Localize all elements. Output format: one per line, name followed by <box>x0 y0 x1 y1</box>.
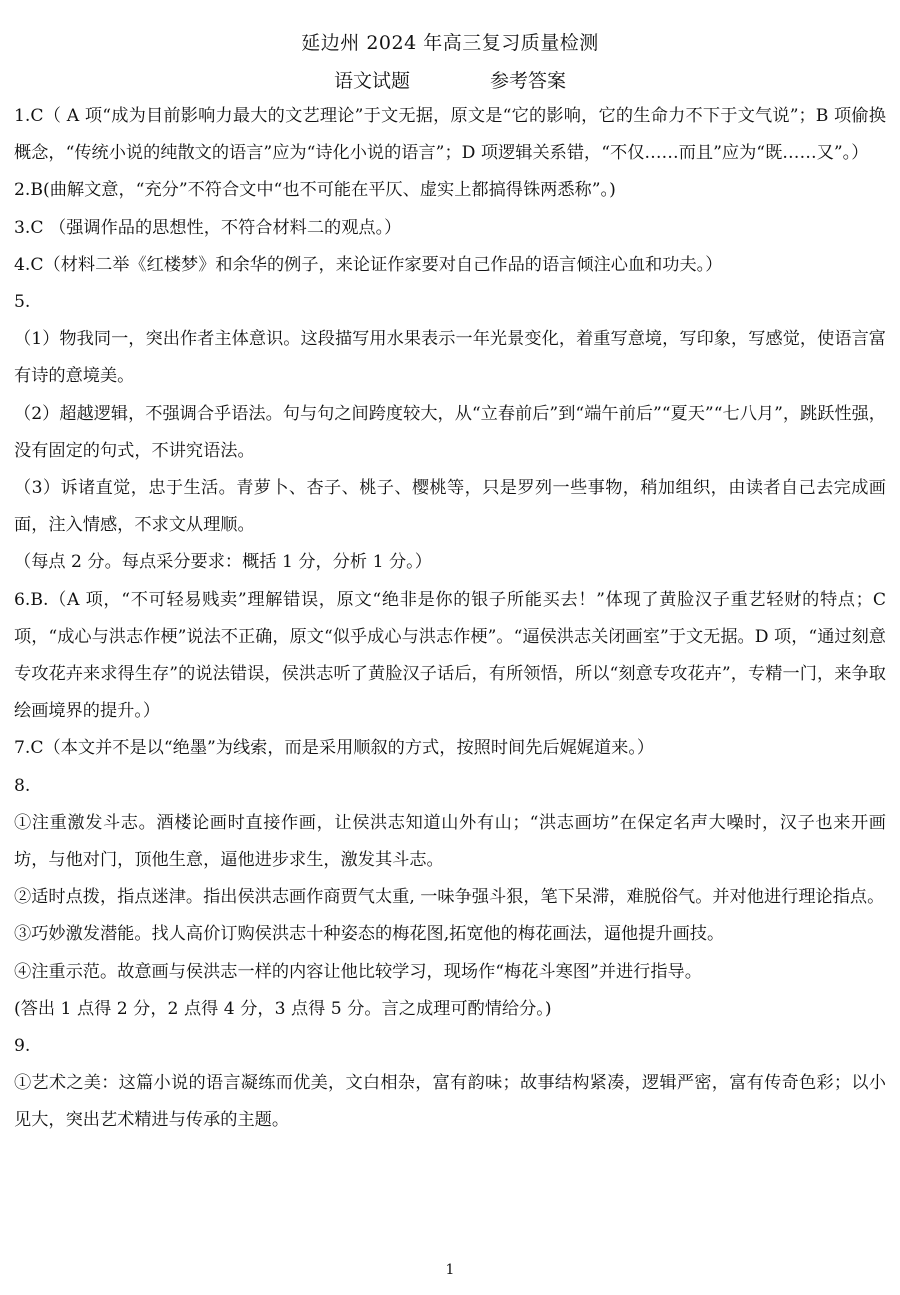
answer-paragraph: 5. <box>14 292 31 313</box>
answer-paragraph: ①注重激发斗志。酒楼论画时直接作画，让侯洪志知道山外有山；“洪志画坊”在保定名声大噪时，汉子也来开画坊，与他对门，顶他生意，逼他进步求生，激发其斗志。 <box>14 812 886 871</box>
answer-paragraph: （1）物我同一，突出作者主体意识。这段描写用水果表示一年光景变化，着重写意境，写印象，写感觉，使语言富有诗的意境美。 <box>14 329 886 387</box>
answer-paragraph: ③巧妙激发潜能。找人高价订购侯洪志十种姿态的梅花图,拓宽他的梅花画法，逼他提升画技。 <box>14 924 725 945</box>
answer-paragraph: 1.C（ A 项“成为目前影响力最大的文艺理论”于文无据，原文是“它的影响，它的生命力不下于文气说”；B 项偷换概念，“传统小说的纯散文的语言”应为“诗化小说的语言”；D 项逻辑关系错，“不仅……而且”应为“既……又”。） <box>14 106 886 164</box>
answer-paragraph: （每点 2 分。每点采分要求：概括 1 分，分析 1 分。） <box>14 552 432 573</box>
answer-paragraph: （3）诉诸直觉，忠于生活。青萝卜、杏子、桃子、樱桃等，只是罗列一些事物，稍加组织，由读者自己去完成画面，注入情感，不求文从理顺。 <box>14 478 886 536</box>
answer-paragraph: 3.C （强调作品的思想性，不符合材料二的观点。） <box>14 217 402 238</box>
answer-paragraph: 7.C（本文并不是以“绝墨”为线索，而是采用顺叙的方式，按照时间先后娓娓道来。） <box>14 738 655 759</box>
answer-paragraph: ①艺术之美：这篇小说的语言凝练而优美，文白相杂，富有韵味；故事结构紧凑，逻辑严密，富有传奇色彩；以小见大，突出艺术精进与传承的主题。 <box>14 1073 886 1131</box>
answer-paragraph: 9. <box>14 1036 31 1057</box>
answer-paragraph: （2）超越逻辑，不强调合乎语法。句与句之间跨度较大，从“立春前后”到“端午前后”“夏天”“七八月”，跳跃性强，没有固定的句式，不讲究语法。 <box>14 403 886 461</box>
page-title: 延边州 2024 年高三复习质量检测 <box>301 32 599 54</box>
doc-type-label: 参考答案 <box>490 70 567 92</box>
page-number: 1 <box>445 1262 455 1278</box>
answer-paragraph: (答出 1 点得 2 分，2 点得 4 分，3 点得 5 分。言之成理可酌情给分。) <box>14 998 552 1019</box>
answer-paragraph: 8. <box>14 775 31 796</box>
answer-paragraph: 4.C（材料二举《红楼梦》和余华的例子，来论证作家要对自己作品的语言倾注心血和功夫。） <box>14 254 723 275</box>
page-subtitle <box>0 66 900 93</box>
answer-body <box>14 98 886 1140</box>
answer-paragraph: ④注重示范。故意画与侯洪志一样的内容让他比较学习，现场作“梅花斗寒图”并进行指导。 <box>14 961 702 982</box>
answer-paragraph: 6.B.（A 项，“不可轻易贱卖”理解错误，原文“绝非是你的银子所能买去！”体现了黄脸汉子重艺轻财的特点；C 项，“成心与洪志作梗”说法不正确，原文“似乎成心与洪志作梗”。“逼侯洪志关闭画室”于文无据。D 项，“通过刻意专攻花卉来求得生存”的说法错误，侯洪志听了黄脸汉子话后，有所领悟，所以“刻意专攻花卉”，专精一门，来争取绘画境界的提升。） <box>14 589 886 722</box>
answer-paragraph: 2.B(曲解文意，“充分”不符合文中“也不可能在平仄、虚实上都搞得铢两悉称”。) <box>14 180 616 201</box>
answer-paragraph: ②适时点拨，指点迷津。指出侯洪志画作商贾气太重, 一味争强斗狠，笔下呆滞，难脱俗气。并对他进行理论指点。 <box>14 887 885 908</box>
subject-label: 语文试题 <box>333 70 410 92</box>
